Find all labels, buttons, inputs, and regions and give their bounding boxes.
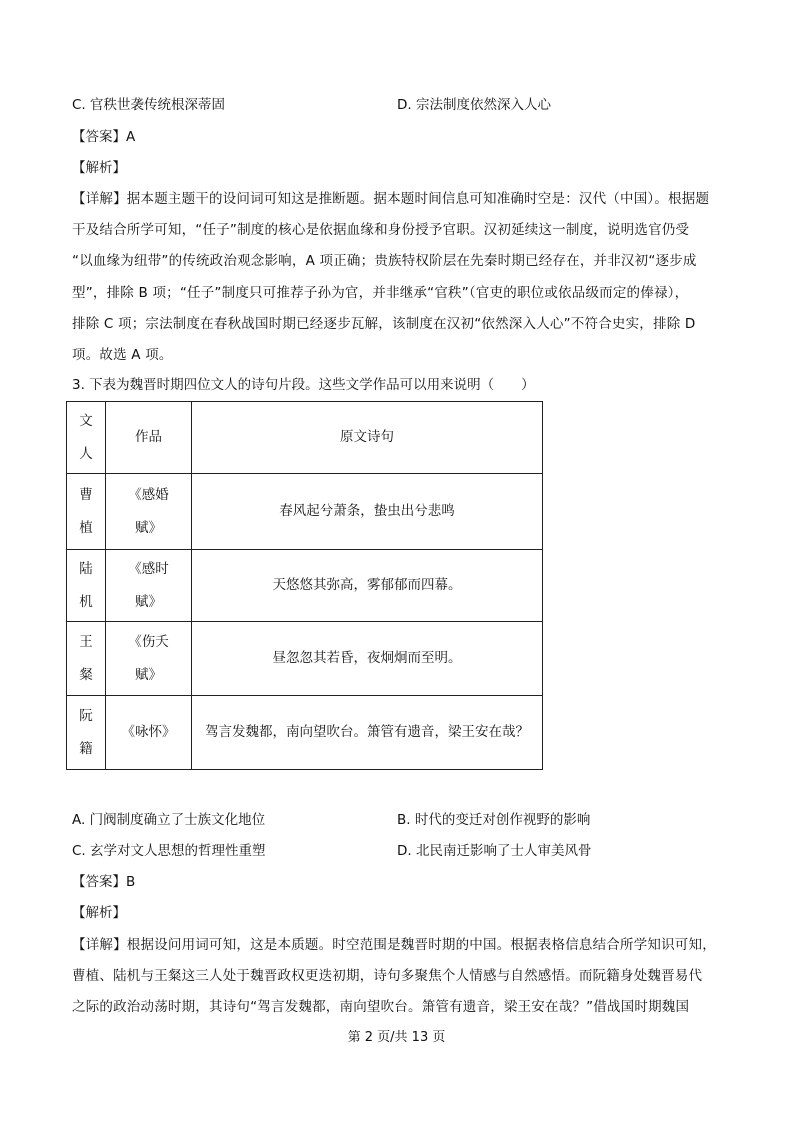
- table-row: [67, 474, 543, 550]
- cell-work: 《咏怀》: [106, 696, 192, 770]
- cell-text: 驾言发魏都，南向望吹台。箫管有遗音，梁王安在哉？: [192, 696, 543, 770]
- q3-option-c: C. 玄学对文人思想的哲理性重塑: [72, 843, 266, 859]
- q3-detail-line: 之际的政治动荡时期，其诗句“驾言发魏都，南向望吹台。箫管有遗音，梁王安在哉？”借战国时期魏国: [72, 999, 690, 1015]
- q3-detail-line: 【详解】根据设问用词可知，这是本质题。时空范围是魏晋时期的中国。根据表格信息结合所学知识可知，: [72, 937, 716, 953]
- cell-text: 昼忽忽其若昏，夜炯炯而至明。: [192, 622, 543, 696]
- q2-detail-line: “以血缘为纽带”的传统政治观念影响，A 项正确；贵族特权阶层在先秦时期已经存在，并非汉初“逐步成: [72, 253, 697, 269]
- q2-detail-line: 排除 C 项；宗法制度在春秋战国时期已经逐步瓦解，该制度在汉初“依然深入人心”不符合史实，排除 D: [72, 316, 696, 332]
- header-text: 原文诗句: [192, 402, 543, 474]
- cell-work: 《感婚 赋》: [106, 474, 192, 550]
- cell-author: 陆 机: [67, 550, 106, 622]
- q2-detail-line: 项。故选 A 项。: [72, 347, 173, 363]
- table-header-row: [67, 402, 543, 474]
- cell-author: 阮 籍: [67, 696, 106, 770]
- q3-analysis-label: 【解析】: [72, 905, 126, 921]
- header-author: 文 人: [67, 402, 106, 474]
- q2-option-d: D. 宗法制度依然深入人心: [397, 97, 551, 113]
- q3-detail-line: 曹植、陆机与王粲这三人处于魏晋政权更迭初期，诗句多聚焦个人情感与自然感悟。而阮籍身处魏晋易代: [72, 968, 703, 984]
- q2-detail-line: 【详解】据本题主题干的设问词可知这是推断题。据本题时间信息可知准确时空是：汉代（中国）。根据题: [72, 191, 710, 207]
- q3-answer: 【答案】B: [72, 874, 136, 890]
- cell-work: 《伤夭 赋》: [106, 622, 192, 696]
- cell-work: 《感时 赋》: [106, 550, 192, 622]
- table-row: [67, 622, 543, 696]
- q2-answer: 【答案】A: [72, 129, 136, 145]
- q2-option-c: C. 官秩世袭传统根深蒂固: [72, 97, 226, 113]
- cell-author: 王 粲: [67, 622, 106, 696]
- q2-detail-line: 干及结合所学可知，“任子”制度的核心是依据血缘和身份授予官职。汉初延续这一制度，说明选官仍受: [72, 222, 690, 238]
- page-footer: 第 2 页/共 13 页: [347, 1030, 446, 1045]
- q2-analysis-label: 【解析】: [72, 160, 126, 176]
- cell-text: 春风起兮萧条，蛰虫出兮悲鸣: [192, 474, 543, 550]
- table-row: [67, 696, 543, 770]
- q2-detail-line: 型”，排除 B 项；“任子”制度只可推荐子孙为官，并非继承“官秩”（官吏的职位或依品级而定的俸禄），: [72, 285, 689, 301]
- q3-option-a: A. 门阀制度确立了士族文化地位: [72, 812, 266, 828]
- table-row: [67, 550, 543, 622]
- header-work: 作品: [106, 402, 192, 474]
- q3-stem: 3. 下表为魏晋时期四位文人的诗句片段。这些文学作品可以用来说明（ ）: [72, 377, 535, 393]
- q3-option-d: D. 北民南迁影响了士人审美风骨: [397, 843, 592, 859]
- q3-option-b: B. 时代的变迁对创作视野的影响: [397, 812, 591, 828]
- cell-text: 天悠悠其弥高，雾郁郁而四幕。: [192, 550, 543, 622]
- poem-table: [66, 401, 543, 770]
- cell-author: 曹 植: [67, 474, 106, 550]
